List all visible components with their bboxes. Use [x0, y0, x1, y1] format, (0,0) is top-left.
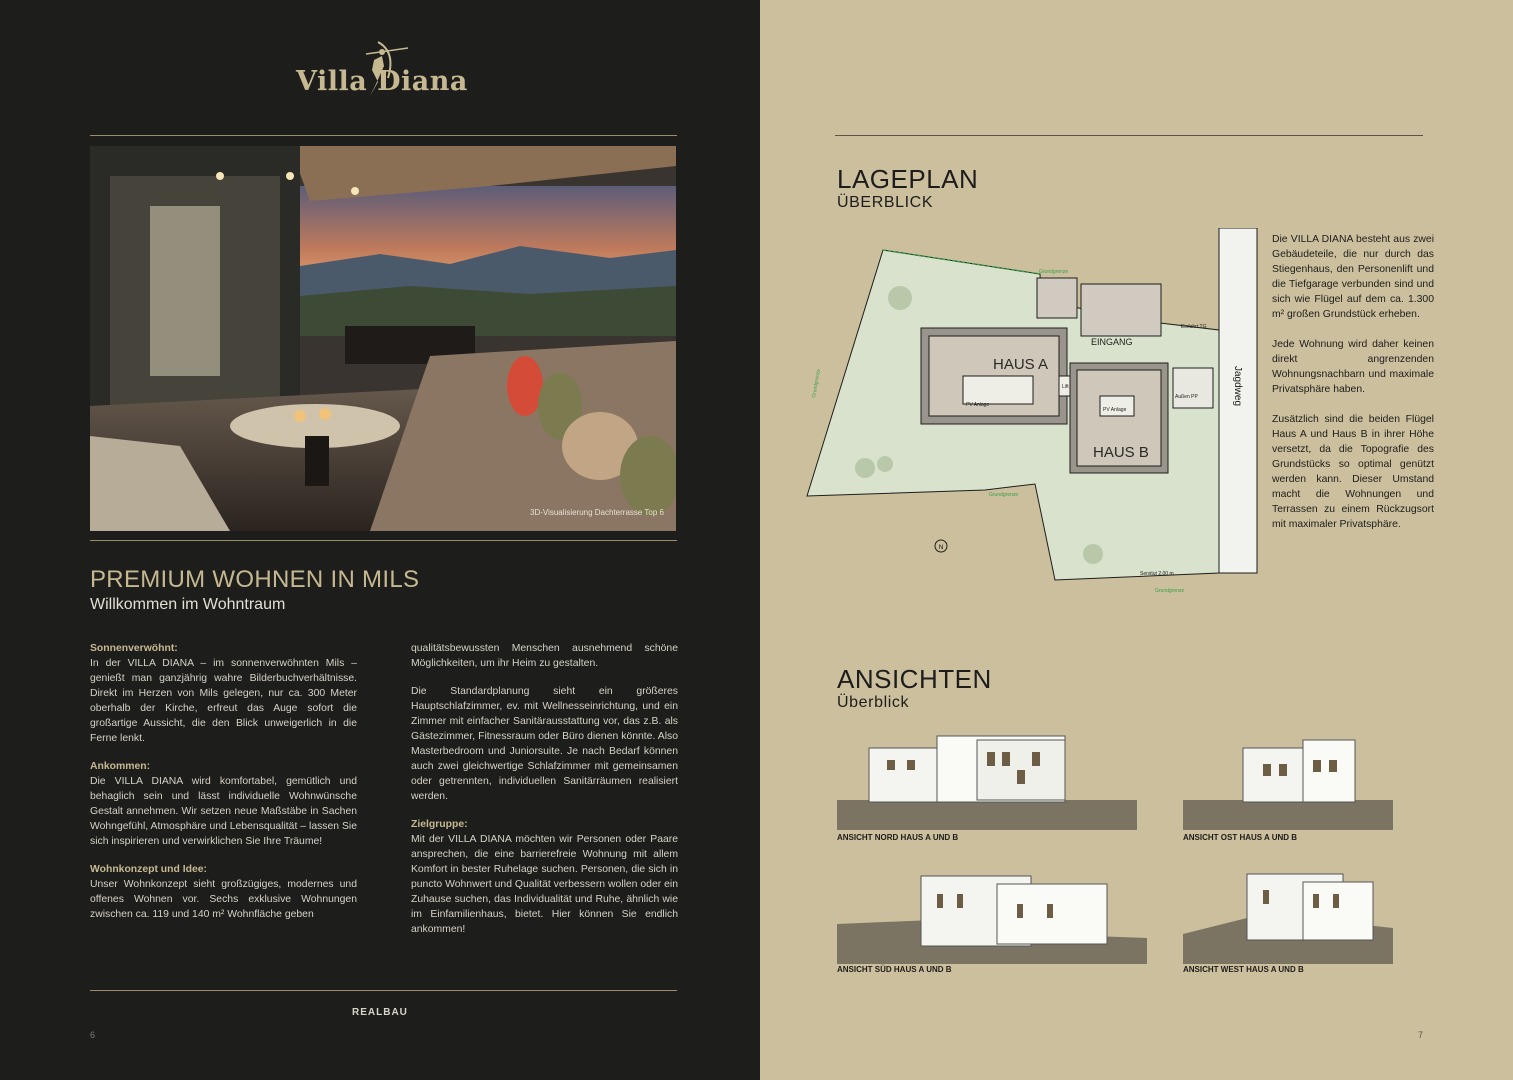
paragraph	[411, 817, 678, 937]
text-column-2	[411, 641, 678, 950]
svg-text:N: N	[938, 545, 944, 551]
mid-divider	[90, 540, 677, 541]
page-title: PREMIUM WOHNEN IN MILS	[90, 566, 420, 593]
paragraph-heading: Wohnkonzept und Idee:	[90, 864, 207, 875]
lageplan-title: LAGEPLAN	[837, 164, 979, 194]
ansichten-subtitle: Überblick	[837, 694, 910, 711]
paragraph	[411, 641, 678, 671]
bottom-divider	[90, 990, 677, 991]
pv-label: PV Anlage	[1103, 407, 1127, 413]
text-column-1	[90, 641, 357, 935]
aussen-pp-label: Außen PP	[1175, 394, 1198, 400]
pv-label: PV Anlage	[966, 402, 990, 408]
top-divider	[90, 135, 677, 136]
paragraph-heading: Ankommen:	[90, 761, 151, 772]
paragraph-heading: Zielgruppe:	[411, 819, 468, 830]
paragraph-text: Unser Wohnkonzept sieht großzügiges, modernes und offenes Wohnen vor. Sechs exklusive Wohnungen zwischen ca. 119 und 140 m² Wohnfläche geben	[90, 879, 357, 920]
einfahrt-label: Einfahrt TG	[1181, 324, 1207, 330]
jagdweg-label: Jagdweg	[1232, 366, 1243, 407]
hero-caption: 3D-Visualisierung Dachterrasse Top 6	[530, 508, 664, 517]
top-divider	[835, 135, 1423, 136]
page-number: 7	[1418, 1030, 1424, 1040]
logo-text: Villa Diana	[296, 66, 468, 97]
page-subtitle: Willkommen im Wohntraum	[90, 596, 286, 613]
grundgrenze-label: Grundgrenze	[811, 368, 823, 399]
paragraph: Zusätzlich sind die beiden Flügel Haus A und Haus B in ihrer Höhe versetzt, da die Topografie des Grundstücks so optimal genützt werden kann. Dieser Umstand macht die Wohnungen und Terrassen zu einem Rückzugsort mit maximaler Privatsphäre.	[1272, 414, 1434, 530]
paragraph: Die VILLA DIANA besteht aus zwei Gebäudeteile, die nur durch das Stiegenhaus, den Personenlift und die Tiefgarage verbunden sind und sich wie Flügel auf dem ca. 1.300 m² großen Grundstück erheben.	[1272, 234, 1434, 320]
paragraph: Jede Wohnung wird daher keinen direkt angrenzenden Wohnungsnachbarn und maximale Privatsphäre haben.	[1272, 339, 1434, 395]
paragraph	[90, 641, 357, 746]
elevation-sued	[837, 864, 1147, 964]
servitut-label: Servitut 2,00 m	[1140, 571, 1174, 577]
grundgrenze-label: Grundgrenze	[989, 492, 1019, 498]
footer-brand: REALBAU	[352, 1007, 408, 1018]
paragraph-text: Mit der VILLA DIANA möchten wir Personen oder Paare ansprechen, die eine barrierefreie Wohnung mit allem Komfort in bester Ruhelage suchen. Personen, die sich in puncto Wohnwert und Qualität verbessern wollen oder ein Zuhause suchen, das Individualität und Ruhe, ähnlich wie im Einfamilienhaus, bietet. Hier können Sie endlich ankommen!	[411, 834, 678, 935]
paragraph-text: qualitätsbewussten Menschen ausnehmend schöne Möglichkeiten, um ihr Heim zu gestalten.	[411, 643, 678, 669]
grundgrenze-label: Grundgrenze	[1039, 269, 1069, 275]
elevation-caption: ANSICHT OST HAUS A UND B	[1183, 833, 1298, 842]
elevation-west	[1183, 864, 1393, 964]
lift-label: Lift	[1062, 384, 1069, 390]
lageplan-description	[1272, 232, 1434, 547]
elevation-caption: ANSICHT NORD HAUS A UND B	[837, 833, 959, 842]
paragraph	[90, 862, 357, 922]
paragraph	[90, 759, 357, 849]
eingang-label: EINGANG	[1091, 337, 1133, 347]
grundgrenze-label: Grundgrenze	[1155, 588, 1185, 594]
paragraph	[411, 684, 678, 804]
lageplan-subtitle: ÜBERBLICK	[837, 194, 934, 211]
paragraph-text: Die VILLA DIANA wird komfortabel, gemütlich und behaglich sein und lässt individuelle Wohnwünsche Gestalt annehmen. Wir setzen neue Maßstäbe in Sachen Wohngefühl, Atmosphäre und Lebensqualität – lassen Sie sich inspirieren und verwirklichen Sie Ihre Träume!	[90, 776, 357, 847]
paragraph-text: Die Standardplanung sieht ein größeres Hauptschlafzimmer, ev. mit Wellnesseinrichtung, und ein Zimmer mit einfacher Sanitärausstattung vor, das z.B. als Gästezimmer, Fitnessraum oder Büro dienen könnte. Also Masterbedroom und Juniorsuite. Je nach Bedarf können auch zwei gleichwertige Schlafzimmer mit gemeinsamen oder getrennten, individuellen Sanitärräumen realisiert werden.	[411, 686, 678, 802]
paragraph-text: In der VILLA DIANA – im sonnenverwöhnten Mils – genießt man ganzjährig wahre Bilderbuchverhältnisse. Direkt im Herzen von Mils gelegen, nur ca. 300 Meter oberhalb der Kirche, erfreut das Auge sofort die großartige Aussicht, die den Blick unweigerlich in die Ferne lenkt.	[90, 658, 357, 744]
paragraph-heading: Sonnenverwöhnt:	[90, 643, 178, 654]
elevation-caption: ANSICHT SÜD HAUS A UND B	[837, 965, 952, 974]
elevation-caption: ANSICHT WEST HAUS A UND B	[1183, 965, 1304, 974]
ansichten-title: ANSICHTEN	[837, 664, 992, 694]
site-plan	[805, 228, 1259, 600]
haus-b-label: HAUS B	[1093, 444, 1149, 461]
elevation-nord	[837, 730, 1137, 830]
villa-diana-logo	[296, 34, 476, 106]
haus-a-label: HAUS A	[993, 356, 1049, 373]
page-number: 6	[90, 1030, 96, 1040]
hero-terrace-image	[90, 146, 676, 531]
elevation-ost	[1183, 730, 1393, 830]
